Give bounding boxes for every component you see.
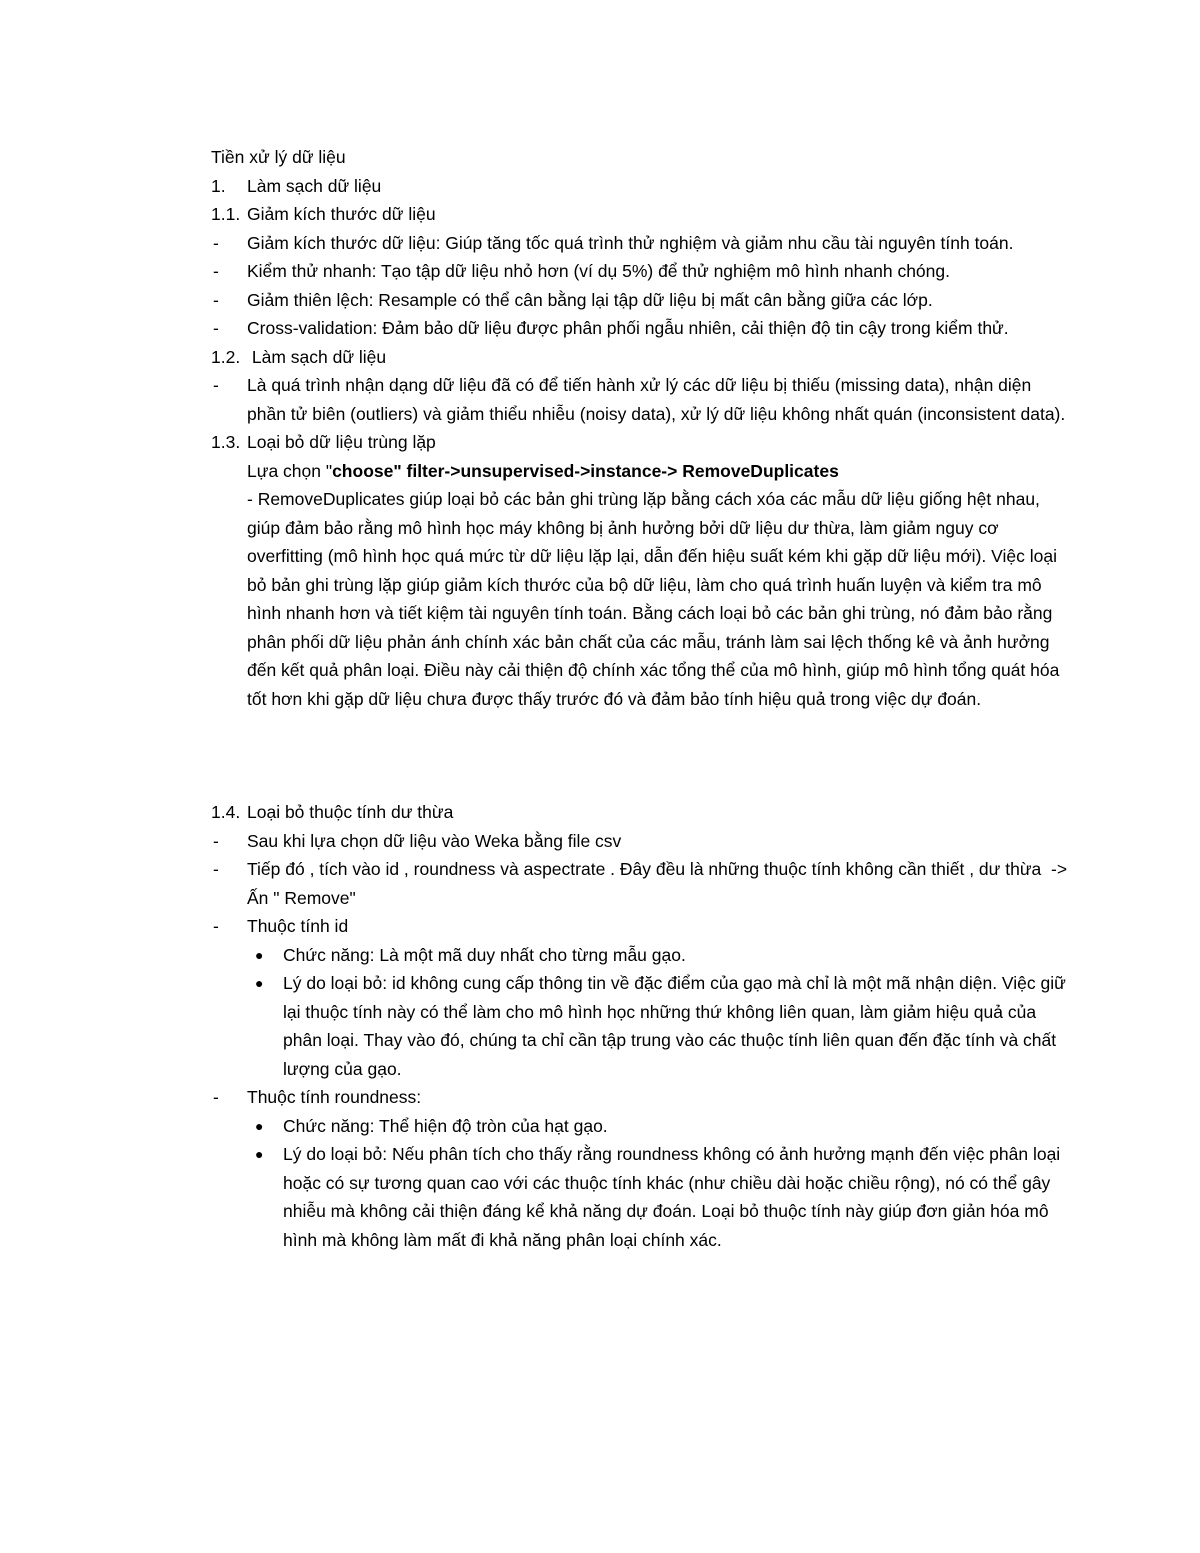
- list-item-text: Giảm kích thước dữ liệu: Giúp tăng tốc quá trình thử nghiệm và giảm nhu cầu tài nguyên tính toán.: [247, 232, 1014, 253]
- dash-marker: -: [213, 232, 219, 253]
- choose-prefix: Lựa chọn ": [247, 460, 333, 481]
- section-label: Giảm kích thước dữ liệu: [247, 204, 436, 224]
- list-item-text: Thuộc tính id: [247, 916, 349, 936]
- list-item-attr-roundness: [211, 1083, 1071, 1112]
- section-label: Làm sạch dữ liệu: [247, 175, 382, 196]
- dash-marker: -: [213, 318, 219, 338]
- bullet-item: [211, 941, 1071, 970]
- dash-marker: -: [213, 375, 219, 395]
- section-number: 1.: [211, 175, 226, 196]
- bullet-item: [211, 1112, 1071, 1141]
- list-item: [211, 257, 1071, 286]
- bullet-text: Lý do loại bỏ: id không cung cấp thông tin về đặc điểm của gạo mà chỉ là một mã nhận diện. Việc giữ lại thuộc tính này có thể làm cho mô hình học những thứ không liên quan, làm giảm hiệu quả của phân loại. Thay vào đó, chúng ta chỉ cần tập trung vào các thuộc tính liên quan đến đặc tính và chất lượng của gạo.: [283, 973, 1066, 1079]
- section-label: Làm sạch dữ liệu: [247, 346, 387, 367]
- bullet-marker: ●: [255, 1117, 264, 1134]
- section-number: 1.3.: [211, 432, 241, 452]
- dash-marker: -: [213, 859, 219, 879]
- list-item: [211, 371, 1071, 428]
- document-title: Tiền xử lý dữ liệu: [211, 147, 346, 167]
- list-item: [211, 855, 1071, 912]
- list-item-text: Thuộc tính roundness:: [247, 1087, 422, 1107]
- dash-marker: -: [213, 830, 219, 851]
- list-item-text: Kiểm thử nhanh: Tạo tập dữ liệu nhỏ hơn (ví dụ 5%) để thử nghiệm mô hình nhanh chóng.: [247, 261, 950, 281]
- section-1-2-heading: [211, 343, 1071, 372]
- section-1-heading: [211, 172, 1071, 201]
- section-number: 1.4.: [211, 802, 241, 822]
- dash-marker: -: [213, 261, 219, 281]
- bullet-marker: ●: [255, 946, 264, 963]
- dash-marker: -: [213, 1087, 219, 1107]
- list-item-text: Giảm thiên lệch: Resample có thể cân bằng lại tập dữ liệu bị mất cân bằng giữa các lớp.: [247, 289, 933, 310]
- list-item-text: Tiếp đó , tích vào id , roundness và aspectrate . Đây đều là những thuộc tính không cần thiết , dư thừa -> Ấn " Remove": [247, 859, 1072, 908]
- dash-marker: -: [213, 289, 219, 310]
- removeduplicates-paragraph: - RemoveDuplicates giúp loại bỏ các bản ghi trùng lặp bằng cách xóa các mẫu dữ liệu giống hệt nhau, giúp đảm bảo rằng mô hình học máy không bị ảnh hưởng bởi dữ liệu dư thừa, làm giảm nguy cơ overfitting (mô hình học quá mức từ dữ liệu lặp lại, dẫn đến hiệu suất kém khi gặp dữ liệu mới). Việc loại bỏ bản ghi trùng lặp giúp giảm kích thước của bộ dữ liệu, làm cho quá trình huấn luyện và kiểm tra mô hình nhanh hơn và tiết kiệm tài nguyên tính toán. Bằng cách loại bỏ các bản ghi trùng, nó đảm bảo rằng phân phối dữ liệu phản ánh chính xác bản chất của các mẫu, tránh làm sai lệch thống kê và ảnh hưởng đến kết quả phân loại. Điều này cải thiện độ chính xác tổng thể của mô hình, giúp mô hình tổng quát hóa tốt hơn khi gặp dữ liệu chưa được thấy trước đó và đảm bảo tính hiệu quả trong việc dự đoán.: [247, 489, 1060, 709]
- list-item-text: Sau khi lựa chọn dữ liệu vào Weka bằng file csv: [247, 830, 622, 851]
- list-item: [211, 314, 1071, 343]
- bullet-item: [211, 969, 1071, 1083]
- list-item: [211, 286, 1071, 315]
- bullet-text: Chức năng: Là một mã duy nhất cho từng mẫu gạo.: [283, 944, 686, 965]
- bullet-text: Chức năng: Thể hiện độ tròn của hạt gạo.: [283, 1115, 608, 1136]
- bullet-marker: ●: [255, 975, 264, 991]
- bullet-text: Lý do loại bỏ: Nếu phân tích cho thấy rằng roundness không có ảnh hưởng mạnh đến việc phân loại hoặc có sự tương quan cao với các thuộc tính khác (như chiều dài hoặc chiều rộng), nó có thể gây nhiễu mà không cải thiện đáng kể khả năng dự đoán. Loại bỏ thuộc tính này giúp đơn giản hóa mô hình mà không làm mất đi khả năng phân loại chính xác.: [283, 1144, 1061, 1250]
- list-item-text: Cross-validation: Đảm bảo dữ liệu được phân phối ngẫu nhiên, cải thiện độ tin cậy trong kiểm thử.: [247, 318, 1009, 338]
- section-label: Loại bỏ dữ liệu trùng lặp: [247, 432, 436, 452]
- choose-instruction: [211, 457, 1071, 486]
- dash-marker: -: [213, 916, 219, 936]
- bullet-item: [211, 1140, 1071, 1254]
- list-item-attr-id: [211, 912, 1071, 941]
- document-body: [211, 143, 1071, 1254]
- choose-path: choose" filter->unsupervised->instance-> RemoveDuplicates: [332, 460, 839, 481]
- section-1-1-heading: [211, 200, 1071, 229]
- spacer: [211, 713, 1071, 798]
- list-item: [211, 229, 1071, 258]
- section-label: Loại bỏ thuộc tính dư thừa: [247, 802, 454, 822]
- section-1-3-heading: [211, 428, 1071, 457]
- section-1-4-heading: [211, 798, 1071, 827]
- list-item: [211, 827, 1071, 856]
- list-item-text: Là quá trình nhận dạng dữ liệu đã có để tiến hành xử lý các dữ liệu bị thiếu (missing data), nhận diện phần tử biên (outliers) và giảm thiểu nhiễu (noisy data), xử lý dữ liệu không nhất quán (inconsistent data).: [247, 375, 1066, 424]
- section-number: 1.1.: [211, 204, 241, 224]
- section-number: 1.2.: [211, 346, 241, 367]
- bullet-marker: ●: [255, 1146, 264, 1162]
